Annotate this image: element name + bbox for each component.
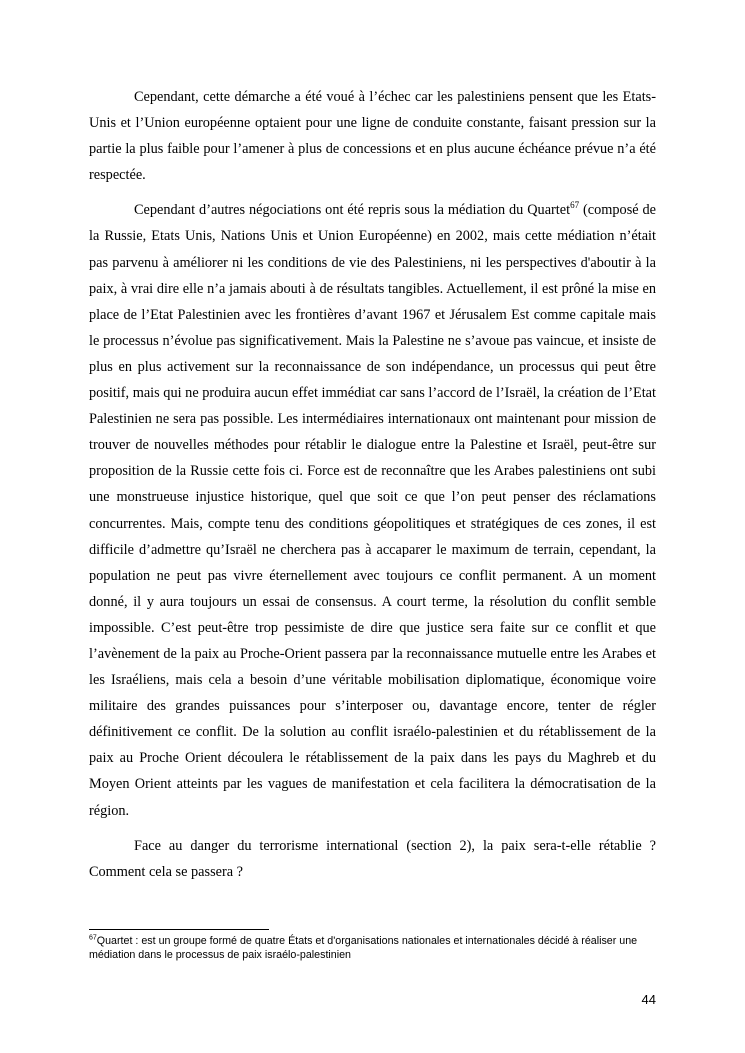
paragraph-2-lead: Cependant d’autres négociations ont été repris sous la médiation du Quartet: [134, 202, 571, 219]
footnote-reference[interactable]: 67: [570, 200, 580, 211]
paragraph-3: Face au danger du terrorisme international (section 2), la paix sera-t-elle rétablie ? Comment cela se passera ?: [89, 837, 656, 880]
body-text: [89, 84, 656, 894]
footnote: [89, 934, 659, 962]
footnote-number: 67: [89, 934, 97, 942]
footnote-text: Quartet : est un groupe formé de quatre États et d'organisations nationales et internationales décidé à réaliser une médiation dans le processus de paix israélo-palestinien: [89, 935, 638, 961]
footnote-separator: [89, 929, 269, 930]
paragraph-2: [89, 197, 656, 823]
paragraph-2-body: (composé de la Russie, Etats Unis, Nations Unis et Union Européenne) en 2002, mais cette médiation n’était pas parvenu à améliorer ni les conditions de vie des Palestiniens, ni les perspectives d'aboutir à la paix, à vrai dire elle n’a jamais abouti à de résultats tangibles. Actuellement, il est prôné la mise en place de l’Etat Palestinien avec les frontières d’avant 1967 et Jérusalem Est comme capitale mais le processus n’évolue pas significativement. Mais la Palestine ne s’avoue pas vaincue, et insiste de plus en plus activement sur la reconnaissance de son indépendance, un processus qui peut être positif, mais qui ne produira aucun effet immédiat car sans l’accord de l’Israël, la création de l’Etat Palestinien ne sera pas possible. Les intermédiaires internationaux ont maintenant pour mission de trouver de nouvelles méthodes pour rétablir le dialogue entre la Palestine et Israël, peut-être sur proposition de la Russie cette fois ci. Force est de reconnaître que les Arabes palestiniens ont subi une monstrueuse injustice historique, quel que soit ce que l’on peut penser des réclamations concurrentes. Mais, compte tenu des conditions géopolitiques et stratégiques de ces zones, il est difficile d’admettre qu’Israël ne cherchera pas à accaparer le maximum de terrain, cependant, la population ne peut pas vivre éternellement avec toujours ce conflit permanent. A un moment donné, il y aura toujours un essai de consensus. A court terme, la résolution du conflit semble impossible. C’est peut-être trop pessimiste de dire que justice sera faite sur ce conflit et que l’avènement de la paix au Proche-Orient passera par la reconnaissance mutuelle entre les Arabes et les Israéliens, mais cela a besoin d’une véritable mobilisation diplomatique, économique voire militaire des grandes puissances pour s’interposer ou, davantage encore, tenter de régler définitivement ce conflit. De la solution au conflit israélo-palestinien et du rétablissement de la paix au Proche Orient découlera le rétablissement de la paix dans les pays du Maghreb et du Moyen Orient atteints par les vagues de manifestation et cela facilitera la démocratisation de la région.: [89, 202, 656, 819]
paragraph-1: Cependant, cette démarche a été voué à l’échec car les palestiniens pensent que les Etats-Unis et l’Union européenne optaient pour une ligne de conduite constante, faisant pression sur la partie la plus faible pour l’amener à plus de concessions et en plus aucune échéance prévue n’a été respectée.: [89, 89, 656, 184]
page-number: 44: [641, 992, 656, 1007]
